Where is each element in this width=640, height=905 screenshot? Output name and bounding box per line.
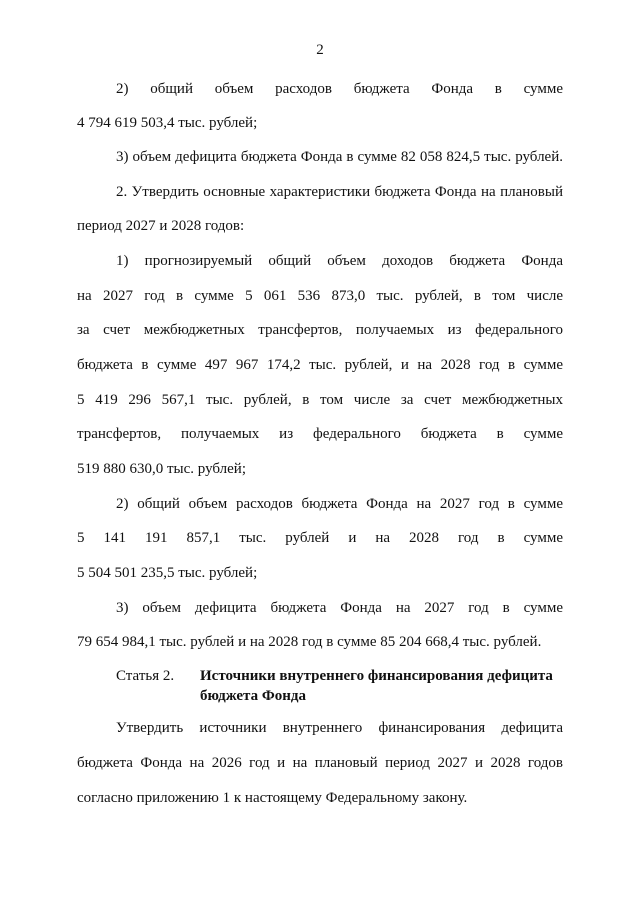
text-line: бюджета в сумме 497 967 174,2 тыс. рублей, и на 2028 год в сумме [77, 357, 563, 373]
page-number: 2 [316, 42, 324, 58]
text-line: 2. Утвердить основные характеристики бюджета Фонда на плановый [116, 184, 563, 200]
article-title-line: бюджета Фонда [200, 688, 306, 704]
article-label: Статья 2. [116, 668, 175, 684]
text-line: 1) прогнозируемый общий объем доходов бюджета Фонда [116, 253, 563, 269]
text-line: на 2027 год в сумме 5 061 536 873,0 тыс. рублей, в том числе [77, 288, 563, 304]
text-line: бюджета Фонда на 2026 год и на плановый период 2027 и 2028 годов [77, 755, 563, 771]
text-line: 3) объем дефицита бюджета Фонда на 2027 год в сумме [116, 600, 563, 616]
text-line: 4 794 619 503,4 тыс. рублей; [77, 115, 258, 131]
text-line: трансфертов, получаемых из федерального бюджета в сумме [77, 426, 563, 442]
text-line: 2) общий объем расходов бюджета Фонда в сумме [116, 81, 563, 97]
text-line: 79 654 984,1 тыс. рублей и на 2028 год в сумме 85 204 668,4 тыс. рублей. [77, 634, 542, 650]
text-line: 5 141 191 857,1 тыс. рублей и на 2028 год в сумме [77, 530, 563, 546]
text-line: 5 504 501 235,5 тыс. рублей; [77, 565, 258, 581]
article-title [200, 666, 563, 706]
text-line: период 2027 и 2028 годов: [77, 218, 245, 234]
article-title-line: Источники внутреннего финансирования дефицита [200, 668, 553, 684]
text-line: 5 419 296 567,1 тыс. рублей, в том числе за счет межбюджетных [77, 392, 563, 408]
text-line: согласно приложению 1 к настоящему Федеральному закону. [77, 790, 468, 806]
text-line: за счет межбюджетных трансфертов, получаемых из федерального [77, 322, 563, 338]
text-line: 519 880 630,0 тыс. рублей; [77, 461, 246, 477]
text-line: Утвердить источники внутреннего финансирования дефицита [116, 720, 563, 736]
text-line: 2) общий объем расходов бюджета Фонда на 2027 год в сумме [116, 496, 563, 512]
text-line: 3) объем дефицита бюджета Фонда в сумме 82 058 824,5 тыс. рублей. [116, 149, 563, 165]
